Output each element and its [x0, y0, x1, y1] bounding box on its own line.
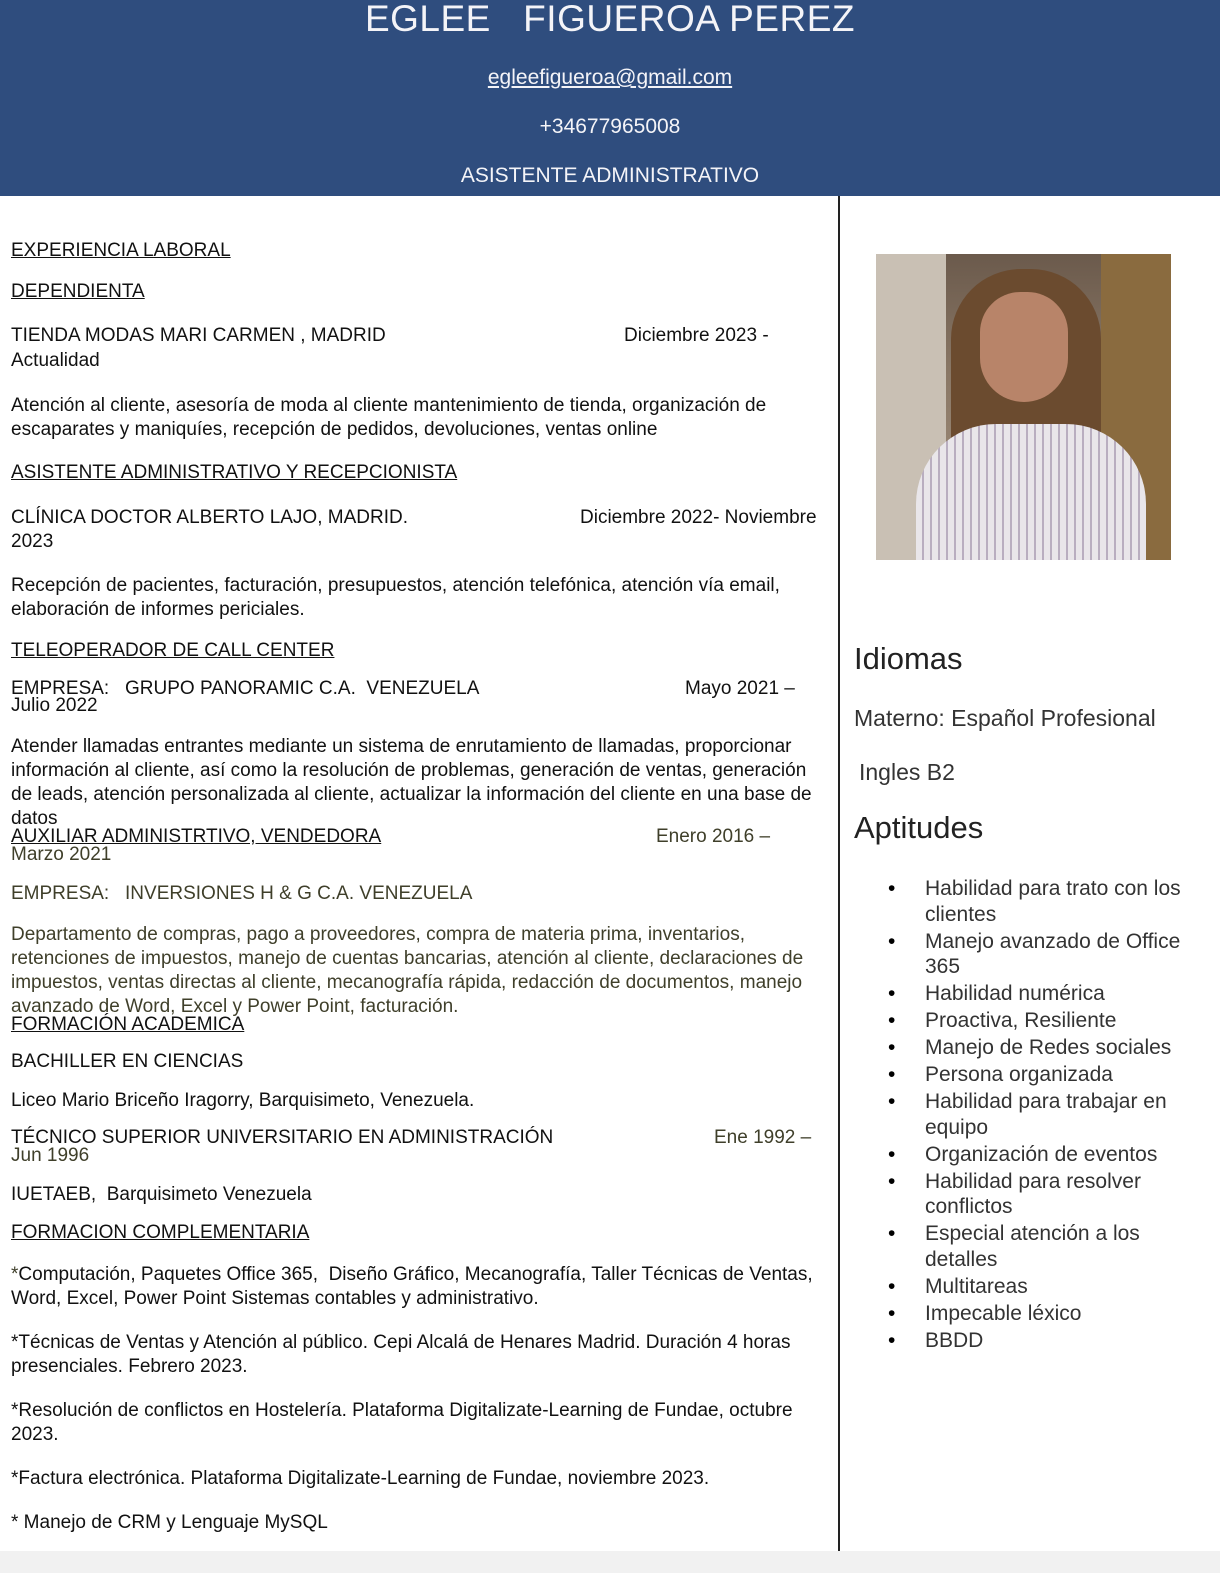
complementary-item-2: *Técnicas de Ventas y Atención al público. Cepi Alcalá de Henares Madrid. Duración 4 horas presenciales. Febrero 2023. [11, 1332, 791, 1377]
skill-item: • Habilidad para resolver conflictos [925, 1169, 1210, 1220]
job-4-description: Departamento de compras, pago a proveedores, compra de materia prima, inventarios, retenciones de impuestos, manejo de cuentas bancarias, atención al cliente, declaraciones de impuestos, ventas directas al cliente, mecanografía rápida, redacción de documentos, manejo avanzado de Word, Excel y Power Point, facturación. [11, 924, 804, 1017]
education-2-degree: TÉCNICO SUPERIOR UNIVERSITARIO EN ADMINISTRACIÓN [11, 1127, 554, 1148]
job-4-company: EMPRESA: INVERSIONES H & G C.A. VENEZUELA [11, 883, 473, 904]
photo-face [980, 292, 1068, 402]
skill-item: • Proactiva, Resiliente [925, 1008, 1210, 1034]
job-2-description: Recepción de pacientes, facturación, presupuestos, atención telefónica, atención vía email, elaboración de informes periciales. [11, 575, 780, 620]
job-3-position: TELEOPERADOR DE CALL CENTER [11, 640, 335, 661]
skill-item: • Persona organizada [925, 1062, 1210, 1088]
candidate-name: EGLEE FIGUEROA PEREZ [364, 0, 856, 39]
complementary-heading: FORMACION COMPLEMENTARIA [11, 1222, 310, 1243]
education-heading: FORMACIÓN ACADEMICA [11, 1014, 245, 1035]
complementary-item-5: * Manejo de CRM y Lenguaje MySQL [11, 1512, 328, 1533]
page-bottom-band [0, 1551, 1220, 1573]
job-1-company: TIENDA MODAS MARI CARMEN , MADRID [11, 325, 386, 346]
column-divider [838, 196, 840, 1551]
skill-item: • Habilidad numérica [925, 981, 1210, 1007]
job-3-dates-start: Mayo 2021 – [685, 678, 795, 699]
education-1-school: Liceo Mario Briceño Iragorry, Barquisimeto, Venezuela. [11, 1090, 475, 1111]
job-4-dates-start: Enero 2016 – [656, 826, 771, 847]
job-4-position: AUXILIAR ADMINISTRTIVO, VENDEDORA [11, 826, 382, 847]
complementary-item-4: *Factura electrónica. Plataforma Digitalizate-Learning de Fundae, noviembre 2023. [11, 1468, 710, 1489]
photo-shirt [916, 424, 1146, 560]
job-title: ASISTENTE ADMINISTRATIVO [460, 164, 760, 187]
education-2-dates-start: Ene 1992 – [714, 1127, 812, 1148]
header-banner [0, 0, 1220, 196]
job-3-company: EMPRESA: GRUPO PANORAMIC C.A. VENEZUELA [11, 678, 480, 699]
experience-heading: EXPERIENCIA LABORAL [11, 240, 231, 261]
complementary-item-1 [11, 1263, 831, 1311]
skill-item: • Especial atención a los detalles [925, 1221, 1210, 1272]
job-4-dates-end: Marzo 2021 [11, 844, 112, 865]
complementary-item-3: *Resolución de conflictos en Hostelería. Plataforma Digitalizate-Learning de Fundae, octubre 2023. [11, 1400, 793, 1445]
languages-heading: Idiomas [854, 641, 963, 676]
skill-item: • Organización de eventos [925, 1142, 1210, 1168]
job-2-dates-end: 2023 [11, 531, 54, 552]
profile-photo [876, 254, 1171, 560]
language-1: Materno: Español Profesional [854, 705, 1156, 731]
complementary-item-1-text: Computación, Paquetes Office 365, Diseño Gráfico, Mecanografía, Taller Técnicas de Ventas, Word, Excel, Power Point Sistemas contables y administrativo. [11, 1264, 818, 1309]
job-1-dates-end: Actualidad [11, 350, 100, 371]
education-1-degree: BACHILLER EN CIENCIAS [11, 1051, 244, 1072]
skill-item: • Impecable léxico [925, 1301, 1210, 1327]
job-3-description: Atender llamadas entrantes mediante un sistema de enrutamiento de llamadas, proporcionar información al cliente, así como la resolución de problemas, generación de ventas, generación de leads, atención personalizada al cliente, actualizar la información del cliente en una base de datos [11, 736, 812, 829]
job-1-description: Atención al cliente, asesoría de moda al cliente mantenimiento de tienda, organización de escaparates y maniquíes, recepción de pedidos, devoluciones, ventas online [11, 395, 767, 440]
job-1-dates-start: Diciembre 2023 - [624, 325, 769, 346]
phone-number: +34677965008 [539, 115, 681, 138]
skill-item: • Habilidad para trabajar en equipo [925, 1089, 1210, 1140]
skill-item: • Multitareas [925, 1274, 1210, 1300]
skill-item: • Manejo de Redes sociales [925, 1035, 1210, 1061]
job-2-position: ASISTENTE ADMINISTRATIVO Y RECEPCIONISTA [11, 462, 458, 483]
job-2-company: CLÍNICA DOCTOR ALBERTO LAJO, MADRID. [11, 507, 408, 528]
job-1-position: DEPENDIENTA [11, 281, 145, 302]
skills-list [925, 876, 1210, 1355]
email-link[interactable]: egleefigueroa@gmail.com [487, 66, 733, 89]
education-2-school: IUETAEB, Barquisimeto Venezuela [11, 1184, 312, 1205]
skill-item: • BBDD [925, 1328, 1210, 1354]
complementary-item-1-star: * [11, 1264, 19, 1285]
education-2-dates-end: Jun 1996 [11, 1145, 90, 1166]
language-2: Ingles B2 [859, 759, 955, 785]
job-3-dates-end: Julio 2022 [11, 695, 98, 716]
skills-heading: Aptitudes [854, 810, 984, 845]
job-2-dates-start: Diciembre 2022- Noviembre [580, 507, 817, 528]
skill-item: • Manejo avanzado de Office 365 [925, 929, 1210, 980]
skill-item: • Habilidad para trato con los clientes [925, 876, 1210, 927]
